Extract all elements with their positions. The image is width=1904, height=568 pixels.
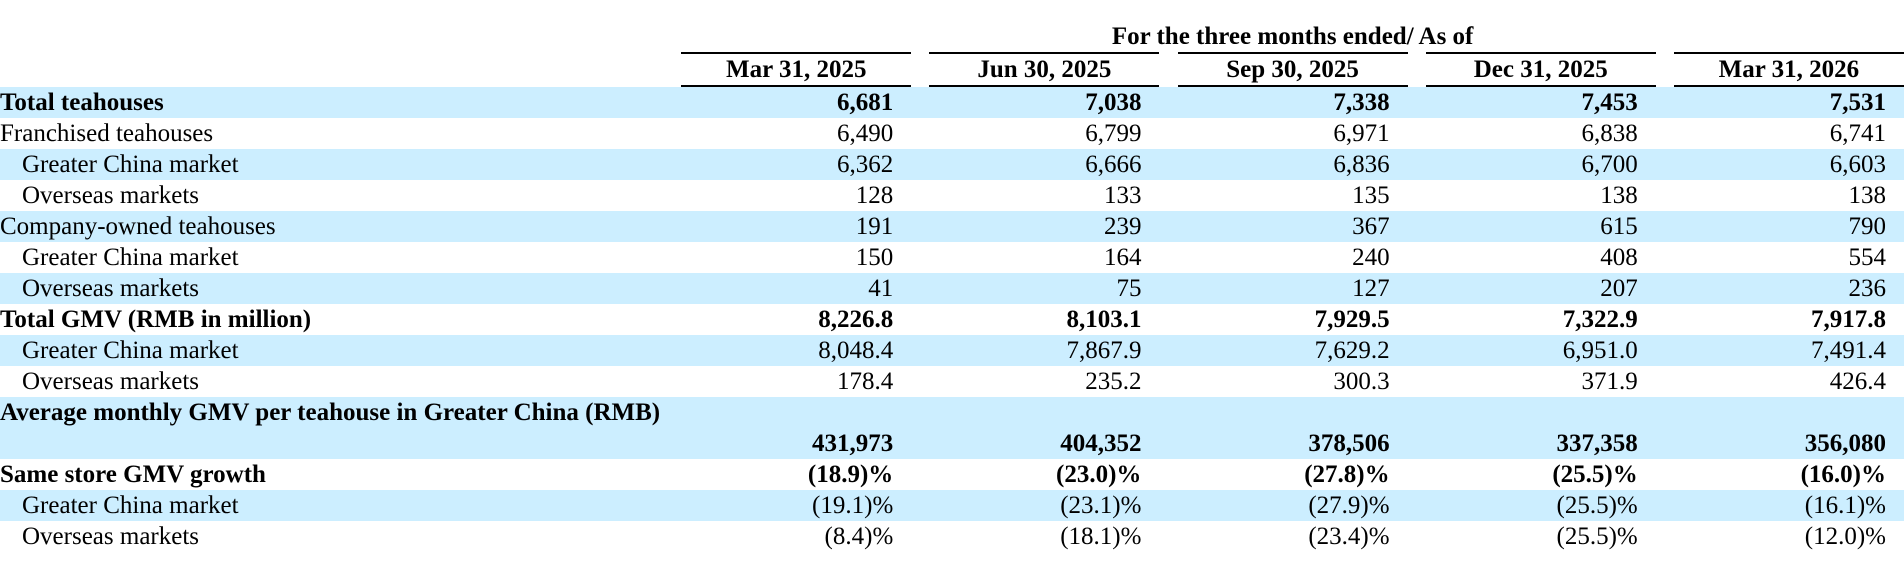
column-gap — [1408, 118, 1426, 149]
value-cell: 426.4 — [1829, 368, 1886, 395]
value-cell: (27.8)% — [1304, 461, 1390, 488]
value-cell: 7,629.2 — [1178, 335, 1408, 366]
value-cell: 6,799 — [1085, 120, 1142, 147]
column-gap — [1159, 459, 1177, 490]
column-gap — [1408, 242, 1426, 273]
period-header: Dec 31, 2025 — [1426, 52, 1656, 87]
value-cell: 7,453 — [1426, 87, 1656, 118]
period-header: Sep 30, 2025 — [1178, 52, 1408, 87]
value-cell: 8,226.8 — [818, 306, 894, 333]
column-gap — [1656, 459, 1674, 490]
column-gap — [911, 118, 929, 149]
value-cell: 367 — [1178, 211, 1408, 242]
table-row — [0, 459, 1904, 490]
table-row — [0, 242, 1904, 273]
column-gap — [1159, 149, 1177, 180]
value-cell: 7,038 — [929, 87, 1159, 118]
row-label: Overseas markets — [22, 368, 200, 395]
value-cell: 790 — [1674, 211, 1904, 242]
value-cell: 378,506 — [1178, 397, 1408, 459]
column-gap — [1656, 366, 1674, 397]
table-row — [0, 490, 1904, 521]
table-row — [0, 273, 1904, 304]
value-cell: (23.1)% — [929, 490, 1159, 521]
column-gap — [1656, 87, 1674, 118]
period-header-row — [0, 52, 1904, 87]
metrics-table-body — [0, 87, 1904, 552]
row-label: Greater China market — [22, 244, 239, 271]
value-cell: 7,491.4 — [1674, 335, 1904, 366]
row-label: Overseas markets — [22, 523, 200, 550]
column-gap — [1656, 304, 1674, 335]
column-gap — [1408, 211, 1426, 242]
value-cell: (19.1)% — [681, 490, 911, 521]
column-gap — [1408, 459, 1426, 490]
value-cell: (25.5)% — [1552, 461, 1638, 488]
value-cell: 240 — [1352, 244, 1390, 271]
column-gap — [1408, 521, 1426, 552]
column-gap — [1656, 118, 1674, 149]
period-header: Mar 31, 2025 — [681, 52, 911, 87]
value-cell: 75 — [929, 273, 1159, 304]
value-cell: 191 — [681, 211, 911, 242]
row-label: Overseas markets — [0, 273, 681, 304]
value-cell: 6,490 — [837, 120, 894, 147]
value-cell: 8,048.4 — [681, 335, 911, 366]
value-cell: 6,838 — [1581, 120, 1638, 147]
column-gap — [1159, 242, 1177, 273]
value-cell: 6,681 — [681, 87, 911, 118]
column-gap — [1408, 397, 1426, 459]
value-cell: 128 — [855, 182, 894, 209]
value-cell: 371.9 — [1581, 368, 1638, 395]
column-gap — [911, 459, 929, 490]
value-cell: 431,973 — [681, 397, 911, 459]
value-cell: 239 — [929, 211, 1159, 242]
column-gap — [1656, 273, 1674, 304]
value-cell: 207 — [1426, 273, 1656, 304]
column-gap — [1159, 273, 1177, 304]
value-cell: 6,603 — [1674, 149, 1904, 180]
operating-metrics-table — [0, 22, 1904, 552]
value-cell: (27.9)% — [1178, 490, 1408, 521]
column-gap — [1408, 149, 1426, 180]
value-cell: (23.4)% — [1308, 523, 1390, 550]
column-gap — [1159, 180, 1177, 211]
value-cell: 178.4 — [837, 368, 894, 395]
column-gap — [1408, 52, 1426, 87]
value-cell: (18.1)% — [1060, 523, 1142, 550]
column-gap — [1656, 521, 1674, 552]
column-gap — [1408, 490, 1426, 521]
column-gap — [1159, 366, 1177, 397]
value-cell: 7,917.8 — [1811, 306, 1886, 333]
value-cell: 8,103.1 — [1066, 306, 1142, 333]
column-gap — [1159, 335, 1177, 366]
value-cell: (8.4)% — [824, 523, 894, 550]
column-gap — [1408, 180, 1426, 211]
value-cell: 138 — [1848, 182, 1886, 209]
value-cell: 7,929.5 — [1314, 306, 1390, 333]
column-gap — [1159, 397, 1177, 459]
value-cell: 615 — [1426, 211, 1656, 242]
value-cell: 337,358 — [1426, 397, 1656, 459]
column-gap — [911, 149, 929, 180]
table-row — [0, 366, 1904, 397]
value-cell: (23.0)% — [1056, 461, 1142, 488]
row-label: Average monthly GMV per teahouse in Greater China (RMB) — [0, 397, 681, 459]
column-gap — [1656, 397, 1674, 459]
table-row — [0, 335, 1904, 366]
column-gap — [1159, 118, 1177, 149]
header-spacer — [0, 52, 681, 87]
column-gap — [911, 273, 929, 304]
column-gap — [1656, 242, 1674, 273]
column-gap — [911, 180, 929, 211]
column-gap — [911, 366, 929, 397]
column-gap — [1656, 52, 1674, 87]
column-gap — [1159, 87, 1177, 118]
value-cell: 408 — [1600, 244, 1638, 271]
column-gap — [1159, 52, 1177, 87]
table-row — [0, 211, 1904, 242]
row-label: Greater China market — [0, 490, 681, 521]
table-row — [0, 149, 1904, 180]
column-group-header-row — [0, 22, 1904, 52]
column-gap — [911, 87, 929, 118]
column-gap — [911, 304, 929, 335]
column-gap — [1159, 304, 1177, 335]
value-cell: 356,080 — [1674, 397, 1904, 459]
table-row — [0, 87, 1904, 118]
table-row — [0, 521, 1904, 552]
value-cell: 150 — [855, 244, 894, 271]
column-gap — [911, 397, 929, 459]
column-gap — [1408, 87, 1426, 118]
table-row — [0, 118, 1904, 149]
value-cell: 7,322.9 — [1562, 306, 1638, 333]
value-cell: 6,836 — [1178, 149, 1408, 180]
value-cell: 164 — [1103, 244, 1142, 271]
value-cell: (18.9)% — [807, 461, 894, 488]
table-row — [0, 397, 1904, 459]
period-header: Mar 31, 2026 — [1674, 52, 1904, 87]
value-cell: 41 — [681, 273, 911, 304]
column-gap — [1159, 521, 1177, 552]
value-cell: 7,531 — [1674, 87, 1904, 118]
column-gap — [911, 242, 929, 273]
value-cell: 138 — [1600, 182, 1638, 209]
column-gap — [911, 335, 929, 366]
column-gap — [1656, 180, 1674, 211]
column-gap — [1656, 211, 1674, 242]
value-cell: 6,362 — [681, 149, 911, 180]
value-cell: (16.0)% — [1800, 461, 1886, 488]
column-gap — [1656, 490, 1674, 521]
column-gap — [1656, 149, 1674, 180]
value-cell: (16.1)% — [1674, 490, 1904, 521]
value-cell: (25.5)% — [1426, 490, 1656, 521]
value-cell: (25.5)% — [1556, 523, 1638, 550]
value-cell: 6,741 — [1829, 120, 1886, 147]
header-spacer — [0, 22, 681, 52]
column-gap — [911, 211, 929, 242]
row-label: Greater China market — [0, 149, 681, 180]
value-cell: 7,338 — [1178, 87, 1408, 118]
table-row — [0, 304, 1904, 335]
value-cell: 133 — [1103, 182, 1142, 209]
value-cell: 236 — [1674, 273, 1904, 304]
table-row — [0, 180, 1904, 211]
value-cell: 6,951.0 — [1426, 335, 1656, 366]
row-label: Total teahouses — [0, 87, 681, 118]
row-label: Same store GMV growth — [0, 461, 266, 488]
value-cell: 7,867.9 — [929, 335, 1159, 366]
value-cell: 404,352 — [929, 397, 1159, 459]
period-header: Jun 30, 2025 — [929, 52, 1159, 87]
period-span-title: For the three months ended/ As of — [1111, 23, 1474, 50]
row-label: Greater China market — [0, 335, 681, 366]
column-gap — [911, 52, 929, 87]
row-label: Overseas markets — [22, 182, 200, 209]
value-cell: 6,666 — [929, 149, 1159, 180]
value-cell: 6,700 — [1426, 149, 1656, 180]
value-cell: 6,971 — [1333, 120, 1390, 147]
value-cell: 300.3 — [1333, 368, 1390, 395]
column-gap — [1408, 335, 1426, 366]
column-gap — [1159, 490, 1177, 521]
value-cell: 135 — [1352, 182, 1390, 209]
column-gap — [1408, 273, 1426, 304]
value-cell: 554 — [1848, 244, 1886, 271]
column-gap — [1408, 304, 1426, 335]
column-gap — [911, 521, 929, 552]
column-gap — [1159, 211, 1177, 242]
value-cell: (12.0)% — [1804, 523, 1886, 550]
row-label: Company-owned teahouses — [0, 211, 681, 242]
row-label: Franchised teahouses — [0, 120, 214, 147]
metrics-table-container — [0, 22, 1904, 552]
value-cell: 127 — [1178, 273, 1408, 304]
row-label: Total GMV (RMB in million) — [0, 306, 312, 333]
column-gap — [1656, 335, 1674, 366]
column-gap — [911, 490, 929, 521]
value-cell: 235.2 — [1085, 368, 1142, 395]
column-gap — [1408, 366, 1426, 397]
